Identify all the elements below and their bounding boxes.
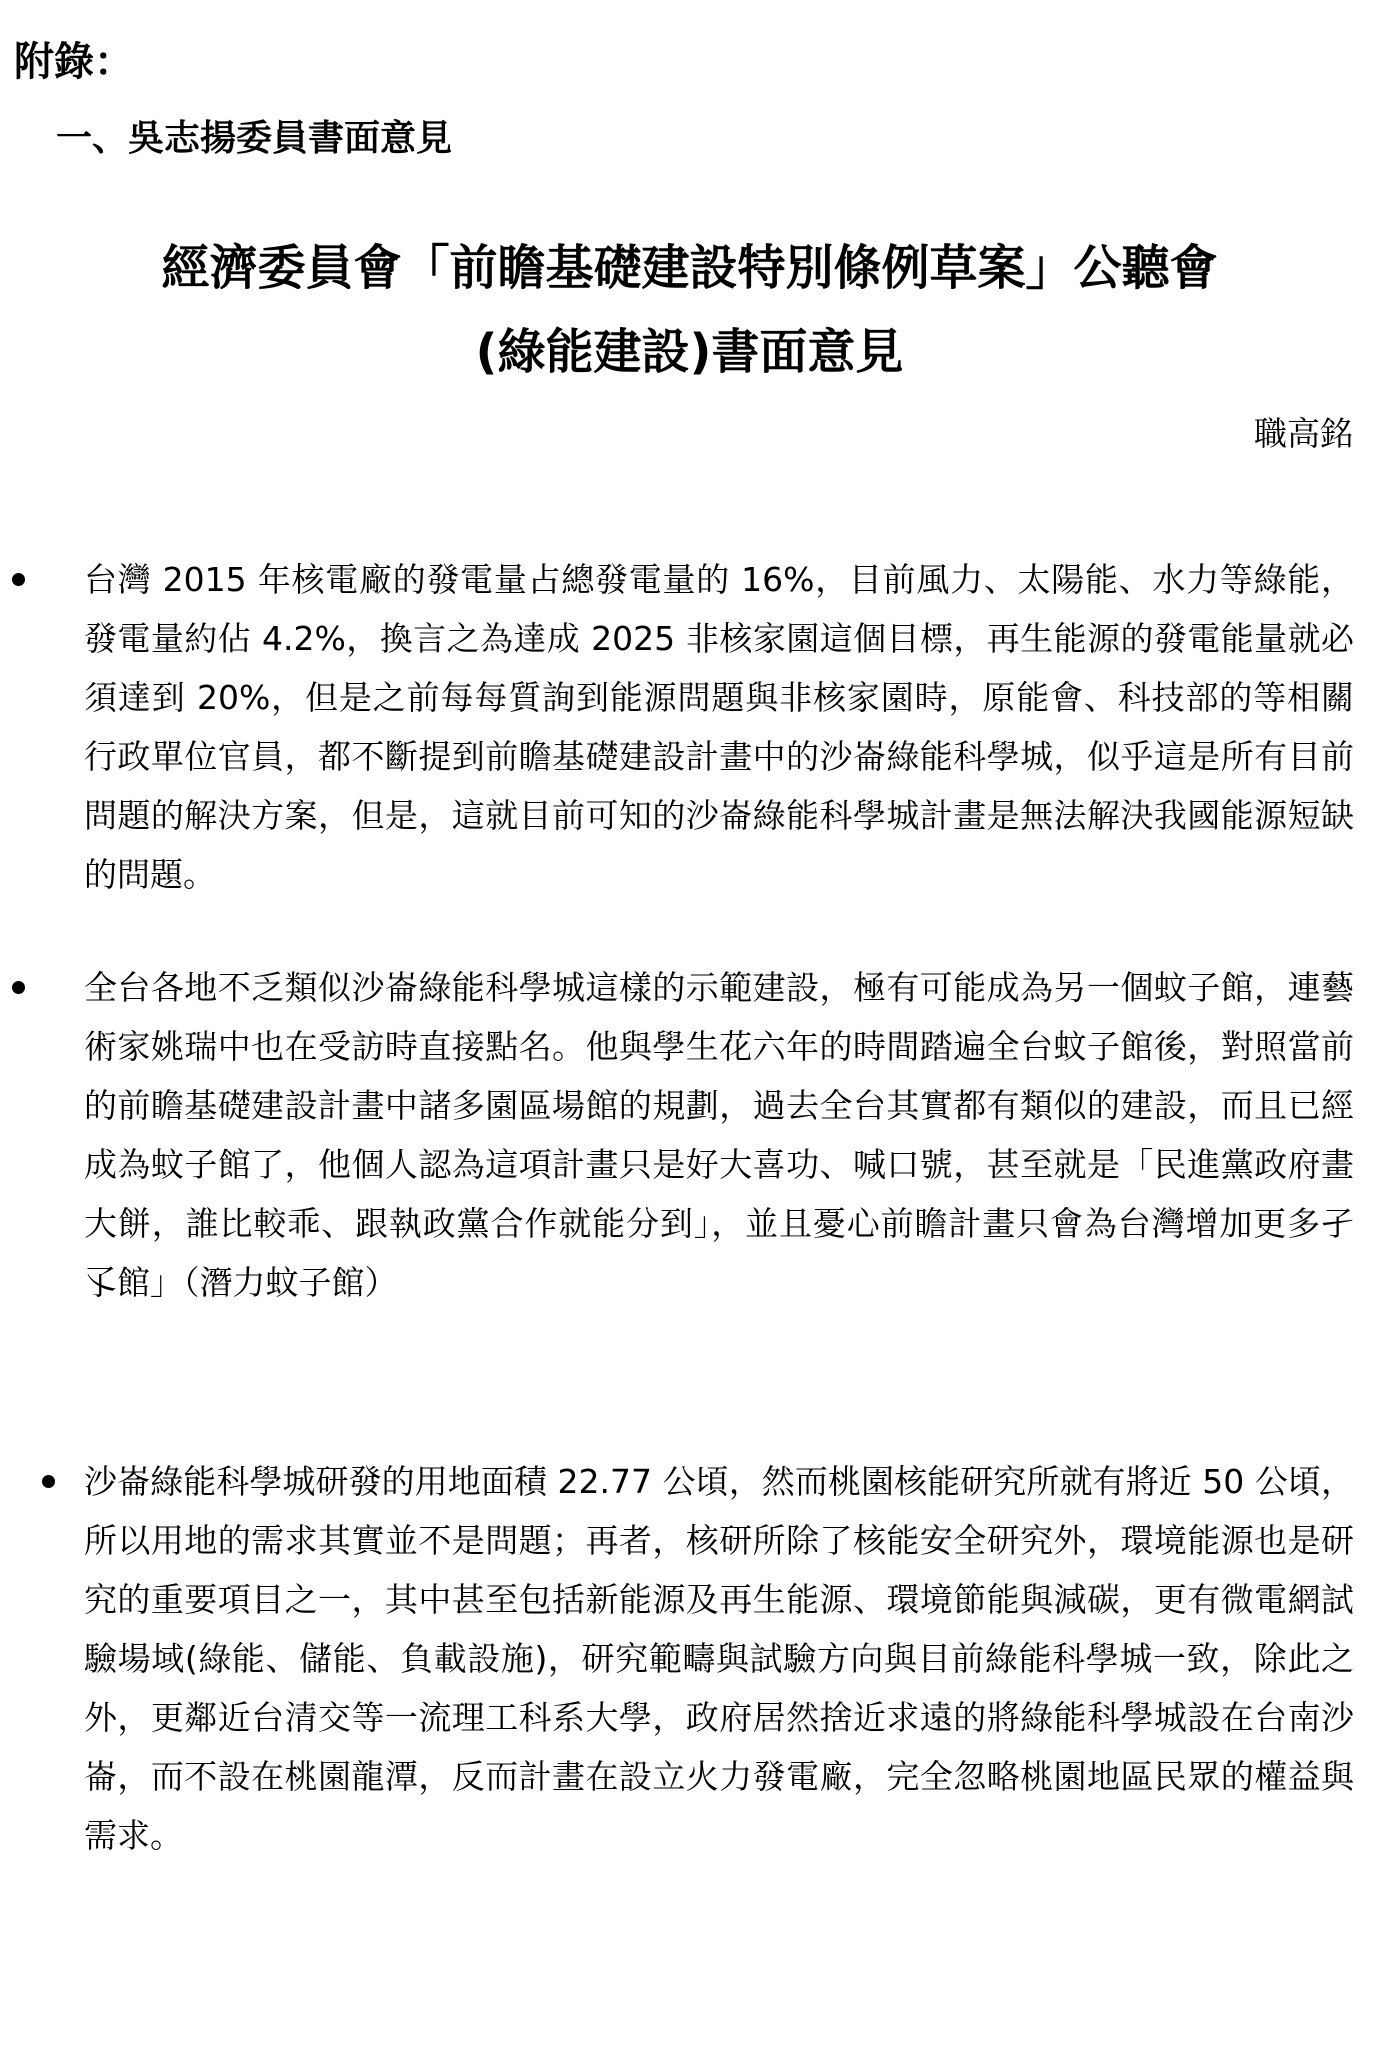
- bullet-dot-icon: [42, 1475, 55, 1488]
- title-line-2: (綠能建設)書面意見: [475, 324, 904, 380]
- bullet-text: 台灣 2015 年核電廠的發電量占總發電量的 16%，目前風力、太陽能、水力等綠能，發電量約佔 4.2%，換言之為達成 2025 非核家園這個目標，再生能源的發電能量就必須達到 20%，但是之前每每質詢到能源問題與非核家園時，原能會、科技部的等相關行政單位官員，都不斷提到前瞻基礎建設計畫中的沙崙綠能科學城，似乎這是所有目前問題的解決方案，但是，這就目前可知的沙崙綠能科學城計畫是無法解決我國能源短缺的問題。: [84, 560, 1354, 894]
- bullet-dot-icon: [12, 981, 25, 994]
- section-heading: 一、吳志揚委員書面意見: [56, 117, 453, 159]
- bullet-text: 全台各地不乏類似沙崙綠能科學城這樣的示範建設，極有可能成為另一個蚊子館，連藝術家姚瑞中也在受訪時直接點名。他與學生花六年的時間踏遍全台蚊子館後，對照當前的前瞻基礎建設計畫中諸多園區場館的規劃，過去全台其實都有類似的建設，而且已經成為蚊子館了，他個人認為這項計畫只是好大喜功、喊口號，甚至就是「民進黨政府畫大餅，誰比較乖、跟執政黨合作就能分到」，並且憂心前瞻計畫只會為台灣增加更多孑孓館」（潛力蚊子館）: [84, 968, 1354, 1302]
- bullet-text: 沙崙綠能科學城研發的用地面積 22.77 公頃，然而桃園核能研究所就有將近 50 公頃，所以用地的需求其實並不是問題；再者，核研所除了核能安全研究外，環境能源也是研究的重要項目之一，其中甚至包括新能源及再生能源、環境節能與減碳，更有微電網試驗場域(綠能、儲能、負載設施)，研究範疇與試驗方向與目前綠能科學城一致，除此之外，更鄰近台清交等一流理工科系大學，政府居然捨近求遠的將綠能科學城設在台南沙崙，而不設在桃園龍潭，反而計畫在設立火力發電廠，完全忽略桃園地區民眾的權益與需求。: [84, 1462, 1354, 1855]
- appendix-heading: 附錄：: [14, 38, 134, 85]
- author-name: 職高銘: [1254, 414, 1353, 453]
- bullet-dot-icon: [12, 573, 25, 586]
- document-title: [0, 226, 1379, 394]
- title-line-1: 經濟委員會「前瞻基礎建設特別條例草案」公聽會: [161, 240, 1218, 296]
